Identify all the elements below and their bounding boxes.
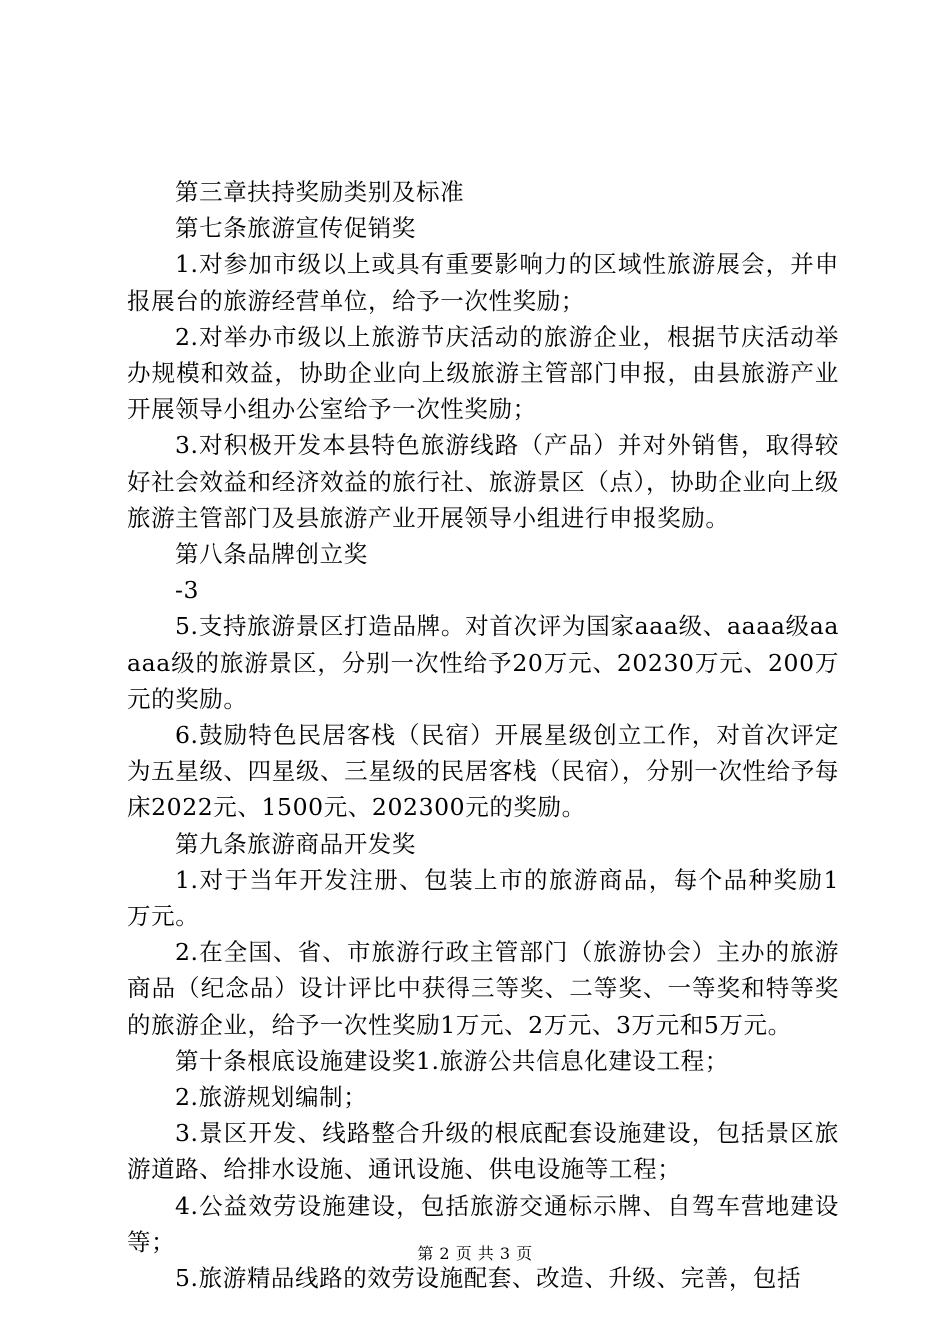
- page-number-footer: 第 2 页 共 3 页: [417, 1244, 533, 1263]
- document-body: [127, 174, 839, 1296]
- article-heading: 第九条旅游商品开发奖: [175, 829, 416, 858]
- body-paragraph: -3: [175, 576, 200, 605]
- body-paragraph: 5.旅游精品线路的效劳设施配套、改造、升级、完善，包括: [175, 1264, 802, 1293]
- article-heading: 第七条旅游宣传促销奖: [175, 214, 416, 243]
- article-heading: 第八条品牌创立奖: [175, 540, 368, 569]
- body-paragraph: 6.鼓励特色民居客栈（民宿）开展星级创立工作，对首次评定为五星级、四星级、三星级的民居客栈（民宿），分别一次性给予每床2022元、1500元、202300元的奖励。: [127, 721, 839, 822]
- body-paragraph: 1.对参加市级以上或具有重要影响力的区域性旅游展会，并申报展台的旅游经营单位，给予一次性奖励；: [127, 250, 839, 315]
- body-paragraph: 第十条根底设施建设奖1.旅游公共信息化建设工程；: [175, 1046, 729, 1075]
- body-paragraph: 1.对于当年开发注册、包装上市的旅游商品，每个品种奖励1万元。: [127, 865, 839, 931]
- body-paragraph: 2.在全国、省、市旅游行政主管部门（旅游协会）主办的旅游商品（纪念品）设计评比中获得三等奖、二等奖、一等奖和特等奖的旅游企业，给予一次性奖励1万元、2万元、3万元和5万元。: [127, 938, 839, 1039]
- body-paragraph: 3.景区开发、线路整合升级的根底配套设施建设，包括景区旅游道路、给排水设施、通讯设施、供电设施等工程；: [127, 1119, 839, 1184]
- body-paragraph: 2.旅游规划编制；: [175, 1083, 368, 1112]
- body-paragraph: 2.对举办市级以上旅游节庆活动的旅游企业，根据节庆活动举办规模和效益，协助企业向上级旅游主管部门申报，由县旅游产业开展领导小组办公室给予一次性奖励；: [127, 322, 839, 424]
- chapter-heading: 第三章扶持奖励类别及标准: [175, 178, 465, 206]
- body-paragraph: 4.公益效劳设施建设，包括旅游交通标示牌、自驾车营地建设等；: [127, 1191, 839, 1256]
- body-paragraph: 5.支持旅游景区打造品牌。对首次评为国家aaa级、aaaa级aaaaa级的旅游景区，分别一次性给予20万元、20230万元、200万元的奖励。: [127, 612, 839, 713]
- body-paragraph: 3.对积极开发本县特色旅游线路（产品）并对外销售，取得较好社会效益和经济效益的旅行社、旅游景区（点），协助企业向上级旅游主管部门及县旅游产业开展领导小组进行申报奖励。: [127, 431, 839, 532]
